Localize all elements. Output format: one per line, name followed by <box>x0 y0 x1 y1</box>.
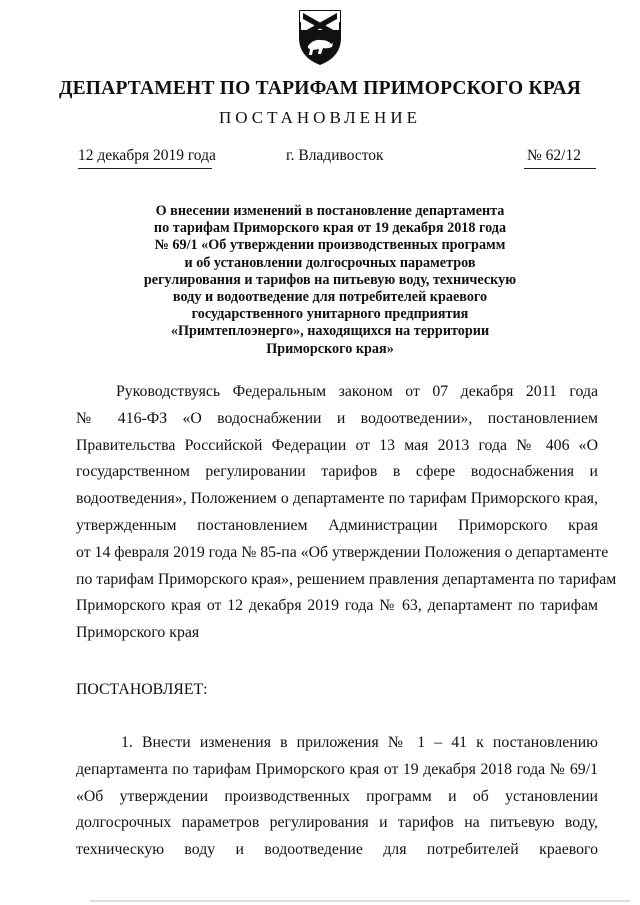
body-line: № 416-ФЗ «О водоснабжении и водоотведении», постановлением <box>76 409 598 427</box>
body-line: водоотведения», Положением о департаменте по тарифам Приморского края, <box>76 490 598 508</box>
body-line: государственном регулировании тарифов в сфере водоснабжения и <box>76 463 598 481</box>
title-line: по тарифам Приморского края от 19 декабря 2018 года <box>153 220 507 237</box>
number-underline <box>524 168 596 169</box>
title-line: регулирования и тарифов на питьевую воду, техническую <box>143 271 517 288</box>
body-line: 1. Внести изменения в приложения № 1 – 41 к постановлению <box>121 734 598 751</box>
title-line: «Примтеплоэнерго», находящихся на территории <box>170 323 490 340</box>
title-line: Приморского края» <box>266 340 394 357</box>
coat-of-arms-icon <box>297 8 343 66</box>
body-line: от 14 февраля 2019 года № 85-па «Об утверждении Положения о департаменте <box>76 543 609 561</box>
body-line: утвержденным постановлением Администрации Приморского края <box>76 516 598 534</box>
body-line: «Об утверждении производственных программ и об установлении <box>76 787 598 805</box>
date-underline <box>78 168 212 169</box>
body-line: департамента по тарифам Приморского края от 19 декабря 2018 года № 69/1 <box>76 760 598 778</box>
page-edge <box>90 900 630 902</box>
document-date: 12 декабря 2019 года <box>78 147 216 164</box>
document-city: г. Владивосток <box>286 147 384 164</box>
item-1-paragraph <box>76 730 598 864</box>
document-title <box>120 203 540 358</box>
resolve-heading: ПОСТАНОВЛЯЕТ: <box>76 681 208 698</box>
title-line: № 69/1 «Об утверждении производственных программ <box>154 237 506 254</box>
body-line: Приморского края от 12 декабря 2019 года № 63, департамент по тарифам <box>76 597 598 615</box>
body-line: Руководствуясь Федеральным законом от 07 декабря 2011 года <box>116 383 598 400</box>
body-line: долгосрочных параметров регулирования и тарифов на питьевую воду, <box>76 814 598 832</box>
title-line: О внесении изменений в постановление департамента <box>155 203 505 219</box>
body-line: по тарифам Приморского края», решением правления департамента по тарифам <box>76 570 617 588</box>
title-line: воду и водоотведение для потребителей краевого <box>172 289 488 306</box>
department-name: ДЕПАРТАМЕНТ ПО ТАРИФАМ ПРИМОРСКОГО КРАЯ <box>58 78 582 99</box>
preamble-paragraph <box>76 379 617 647</box>
body-line: Правительства Российской Федерации от 13 мая 2013 года № 406 «О <box>76 436 598 454</box>
title-line: и об установлении долгосрочных параметров <box>184 254 476 271</box>
document-number: № 62/12 <box>527 147 581 164</box>
body-line: техническую воду и водоотведение для потребителей краевого <box>76 841 598 859</box>
body-line: Приморского края <box>76 624 200 642</box>
title-line: государственного унитарного предприятия <box>191 306 469 323</box>
document-type: ПОСТАНОВЛЕНИЕ <box>218 108 421 127</box>
